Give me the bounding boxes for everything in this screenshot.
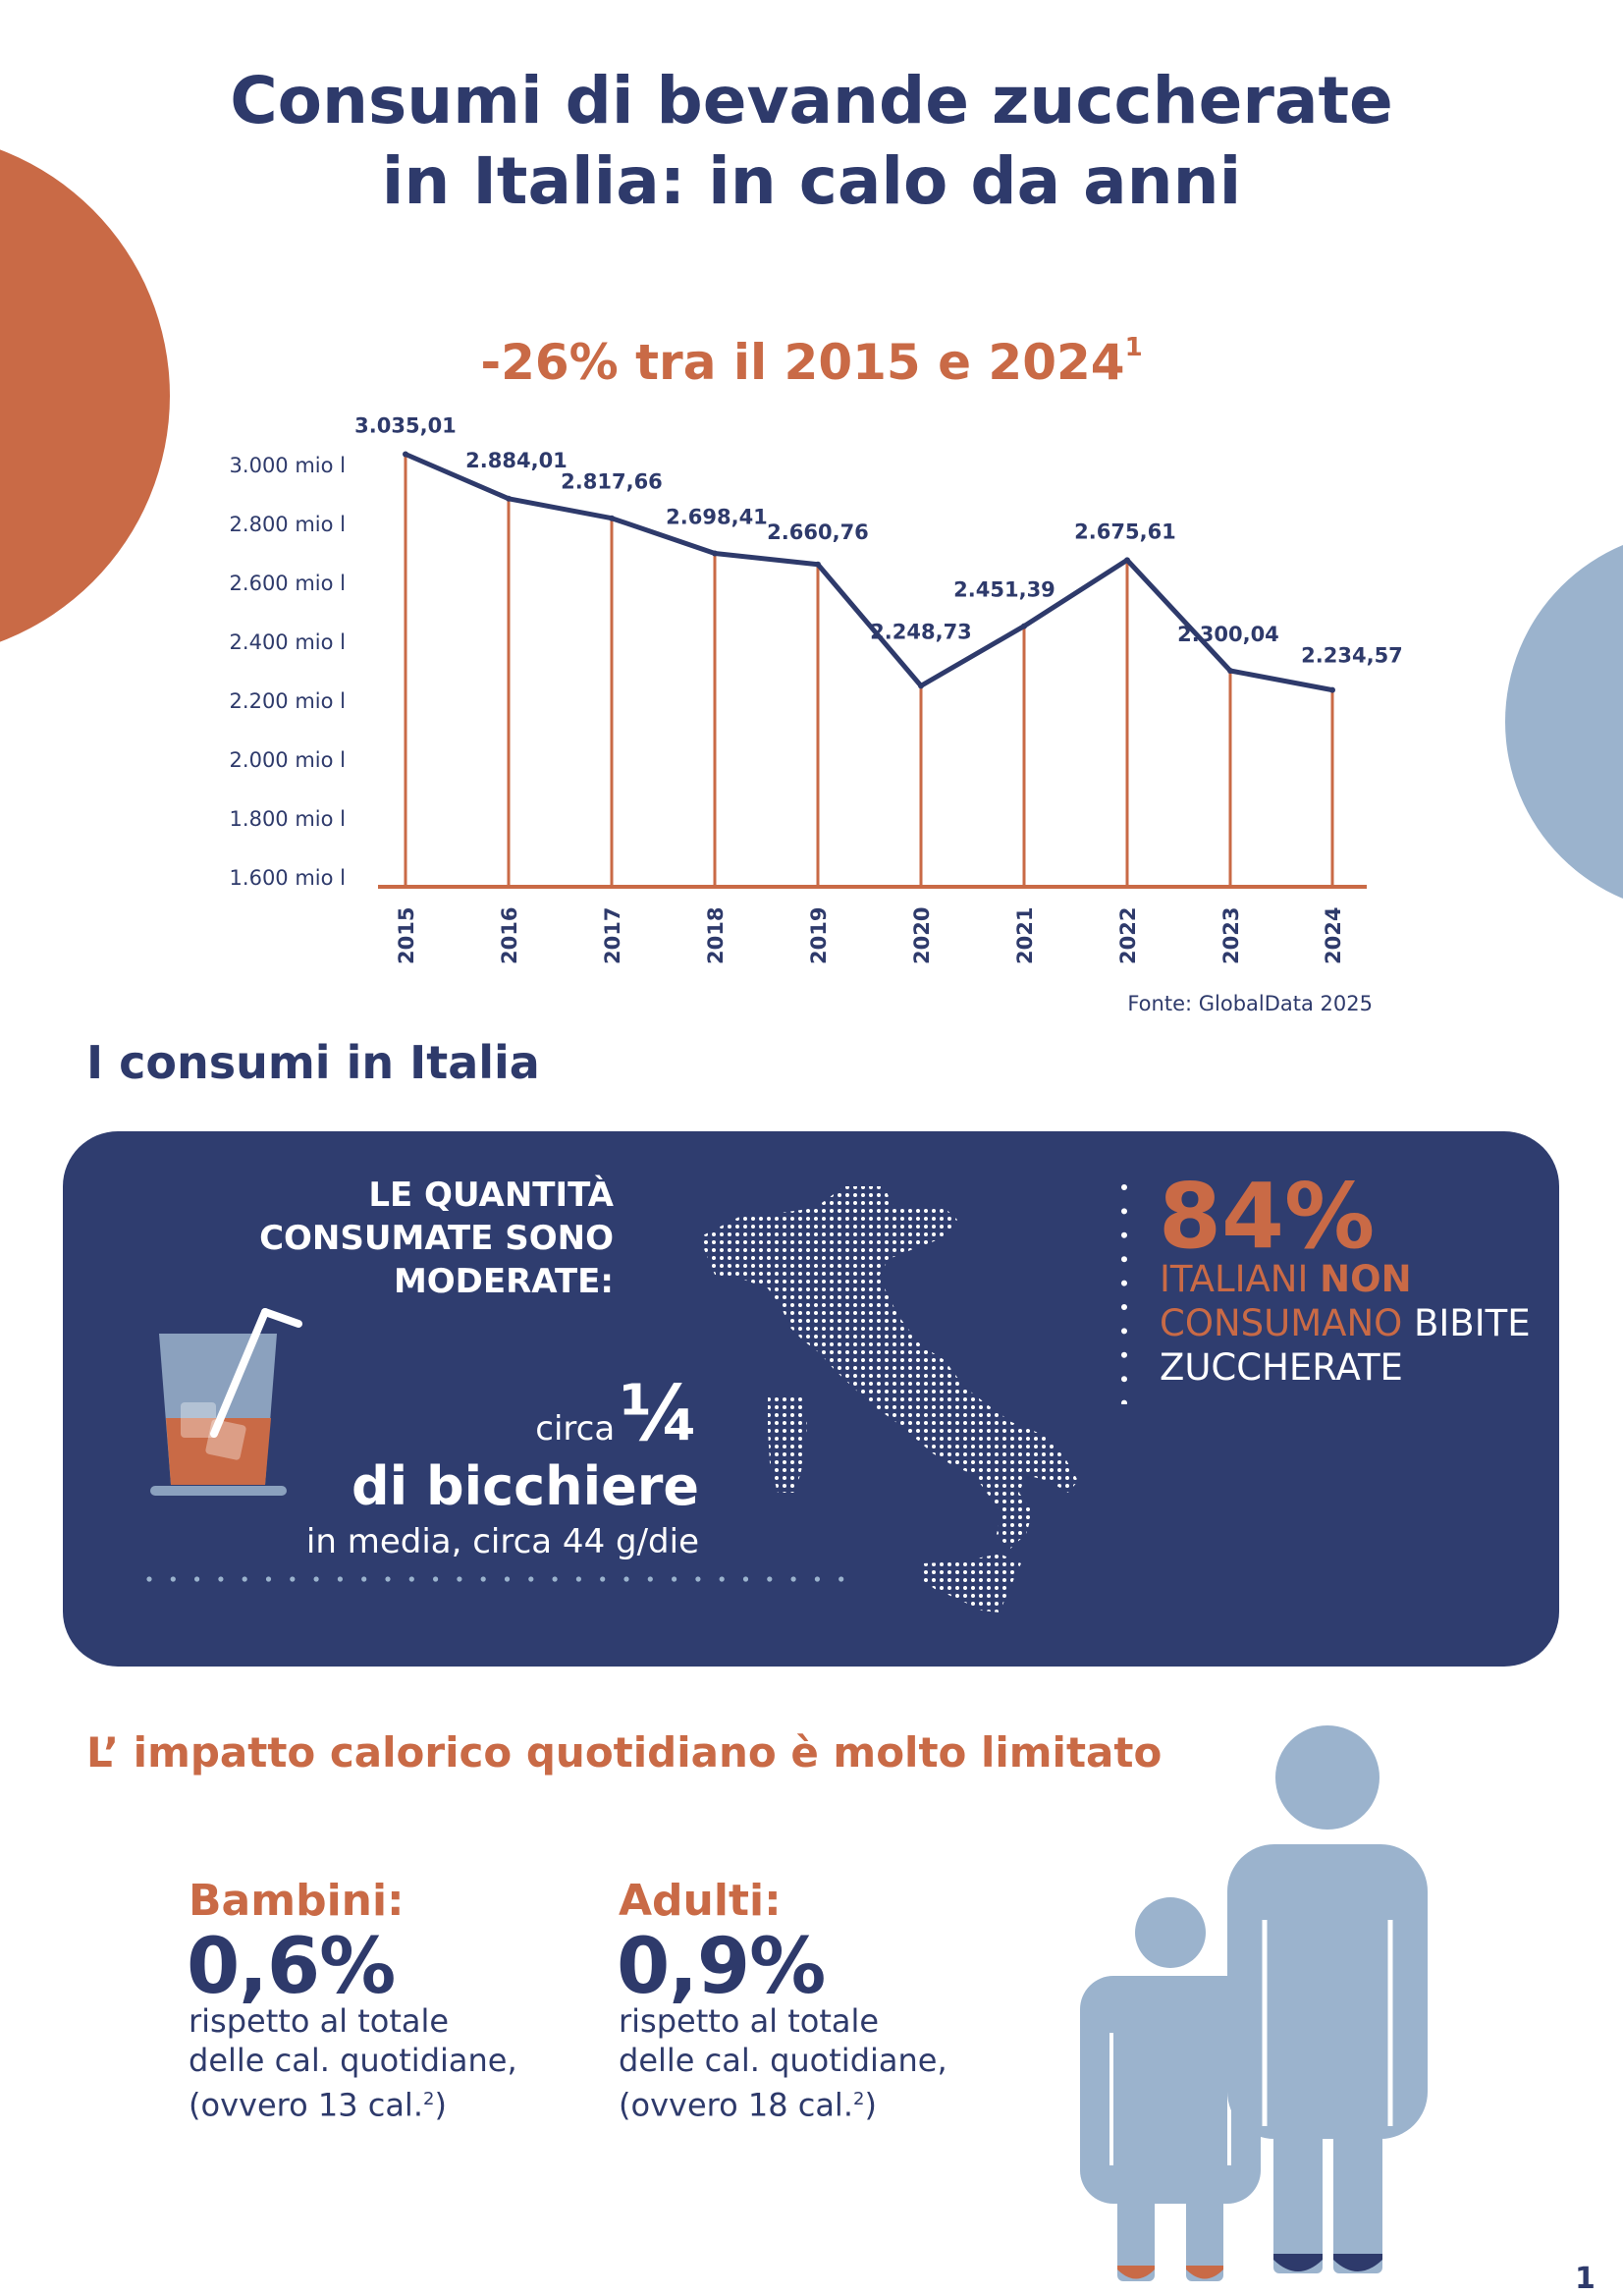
data-label: 2.300,04 (1177, 622, 1279, 646)
divider-dot (290, 1576, 295, 1581)
divider-dot (266, 1576, 271, 1581)
divider-dot (1121, 1256, 1127, 1262)
divider-dot (623, 1576, 628, 1581)
y-tick-label: 2.800 mio l (229, 513, 346, 536)
divider-dot (600, 1576, 605, 1581)
circa-text: circa (535, 1409, 616, 1449)
x-tick-label: 2018 (704, 906, 728, 964)
consumption-line-chart (0, 393, 1623, 982)
percentage-description (1160, 1257, 1552, 1390)
x-tick-label: 2021 (1013, 906, 1037, 964)
x-tick-label: 2017 (601, 906, 624, 964)
adults-footnote-marker: 2 (852, 2089, 865, 2109)
data-point (1124, 557, 1130, 563)
data-label: 2.234,57 (1301, 643, 1403, 668)
data-point (506, 496, 512, 502)
data-point (1227, 668, 1233, 674)
kids-label: Bambini: (189, 1876, 405, 1926)
y-tick-label: 3.000 mio l (229, 454, 346, 477)
pct-word-zuccherate: ZUCCHERATE (1160, 1346, 1403, 1389)
divider-dot (1121, 1352, 1127, 1358)
kids-desc-line-3: (ovvero 13 cal. (189, 2086, 423, 2124)
data-point (712, 550, 718, 556)
divider-dot (648, 1576, 653, 1581)
headline-line-3: MODERATE: (393, 1262, 614, 1301)
data-point (1021, 624, 1027, 629)
adults-value: 0,9% (617, 1923, 826, 2011)
data-label: 2.698,41 (666, 505, 768, 529)
x-tick-label: 2022 (1116, 906, 1140, 964)
divider-dot (338, 1576, 343, 1581)
y-tick-label: 2.400 mio l (229, 630, 346, 654)
divider-dot (672, 1576, 676, 1581)
glass-with-straw-icon (147, 1296, 314, 1503)
divider-dot (218, 1576, 223, 1581)
vertical-dotted-divider (1119, 1183, 1129, 1404)
data-label: 2.817,66 (561, 469, 663, 494)
divider-dot (1121, 1400, 1127, 1404)
y-tick-label: 2.200 mio l (229, 689, 346, 713)
chart-subtitle (0, 334, 1623, 391)
x-tick-label: 2020 (910, 906, 934, 964)
data-label: 3.035,01 (354, 413, 457, 438)
footnote-marker: 1 (1124, 333, 1143, 363)
data-point (815, 562, 821, 568)
kids-description (189, 2001, 581, 2125)
adults-desc-close: ) (864, 2086, 877, 2124)
pct-word-italiani: ITALIANI (1160, 1258, 1309, 1300)
data-label: 2.884,01 (465, 448, 568, 472)
chart-source: Fonte: GlobalData 2025 (1127, 992, 1373, 1015)
x-tick-label: 2023 (1219, 906, 1243, 964)
title-line-2: in Italia: in calo da anni (381, 143, 1242, 219)
pct-word-consumano: CONSUMANO (1160, 1302, 1403, 1344)
data-point (1329, 687, 1335, 693)
headline-line-1: LE QUANTITÀ (368, 1175, 614, 1215)
x-tick-label: 2016 (498, 906, 521, 964)
divider-dot (1121, 1281, 1127, 1286)
percentage-value: 84% (1159, 1164, 1376, 1269)
title-line-1: Consumi di bevande zuccherate (230, 63, 1393, 138)
divider-dot (481, 1576, 486, 1581)
adults-desc-line-1: rispetto al totale (619, 2002, 880, 2040)
impact-title: L’ impatto calorico quotidiano è molto limitato (86, 1728, 1163, 1777)
y-tick-label: 1.800 mio l (229, 807, 346, 831)
divider-dot (1121, 1184, 1127, 1190)
divider-dot (457, 1576, 461, 1581)
divider-dot (528, 1576, 533, 1581)
divider-dot (194, 1576, 199, 1581)
data-label: 2.675,61 (1074, 519, 1176, 544)
divider-dot (553, 1576, 558, 1581)
divider-dot (1121, 1208, 1127, 1214)
average-grams-text: in media, circa 44 g/die (305, 1522, 699, 1561)
page-title (0, 61, 1623, 222)
italy-dotted-map (687, 1169, 1159, 1640)
divider-dot (146, 1576, 151, 1581)
y-tick-label: 2.000 mio l (229, 748, 346, 772)
divider-dot (409, 1576, 414, 1581)
divider-dot (314, 1576, 319, 1581)
divider-dot (1121, 1376, 1127, 1382)
series-line (406, 454, 1332, 689)
x-tick-label: 2024 (1322, 906, 1345, 964)
data-label: 2.248,73 (870, 620, 972, 644)
child-and-adult-icon (1070, 1723, 1463, 2283)
divider-dot (505, 1576, 510, 1581)
headline-line-2: CONSUMATE SONO (259, 1219, 614, 1258)
divider-dot (433, 1576, 438, 1581)
adults-desc-line-3: (ovvero 18 cal. (619, 2086, 853, 2124)
data-label: 2.451,39 (953, 577, 1055, 602)
x-tick-label: 2015 (395, 906, 418, 964)
quarter-glass-row (432, 1370, 699, 1458)
moderate-quantity-headline (196, 1174, 614, 1303)
quarter-fraction: ¼ (620, 1370, 699, 1458)
divider-dot (361, 1576, 366, 1581)
y-tick-label: 1.600 mio l (229, 866, 346, 890)
data-label: 2.660,76 (767, 519, 869, 544)
kids-desc-close: ) (434, 2086, 447, 2124)
divider-dot (1121, 1232, 1127, 1238)
pct-word-non: NON (1320, 1258, 1412, 1300)
chart-subtitle-text: -26% tra il 2015 e 2024 (480, 334, 1125, 391)
page-number: 1 (1575, 2262, 1596, 2296)
adults-label: Adulti: (619, 1876, 782, 1926)
adult-figure-icon (1227, 1725, 1428, 2273)
divider-dot (171, 1576, 176, 1581)
data-point (403, 451, 408, 457)
adults-description (619, 2001, 1011, 2125)
kids-desc-line-2: delle cal. quotidiane, (189, 2042, 517, 2079)
data-point (918, 683, 924, 688)
divider-dot (1121, 1328, 1127, 1334)
glass-text: di bicchiere (352, 1455, 699, 1517)
kids-value: 0,6% (187, 1923, 396, 2011)
divider-dot (576, 1576, 581, 1581)
pct-word-bibite: BIBITE (1414, 1302, 1531, 1344)
data-point (609, 516, 615, 521)
x-tick-label: 2019 (807, 906, 831, 964)
divider-dot (385, 1576, 390, 1581)
y-tick-label: 2.600 mio l (229, 572, 346, 595)
kids-footnote-marker: 2 (422, 2089, 435, 2109)
kids-desc-line-1: rispetto al totale (189, 2002, 450, 2040)
divider-dot (243, 1576, 247, 1581)
section-title: I consumi in Italia (86, 1036, 540, 1089)
divider-dot (1121, 1304, 1127, 1310)
adults-desc-line-2: delle cal. quotidiane, (619, 2042, 947, 2079)
